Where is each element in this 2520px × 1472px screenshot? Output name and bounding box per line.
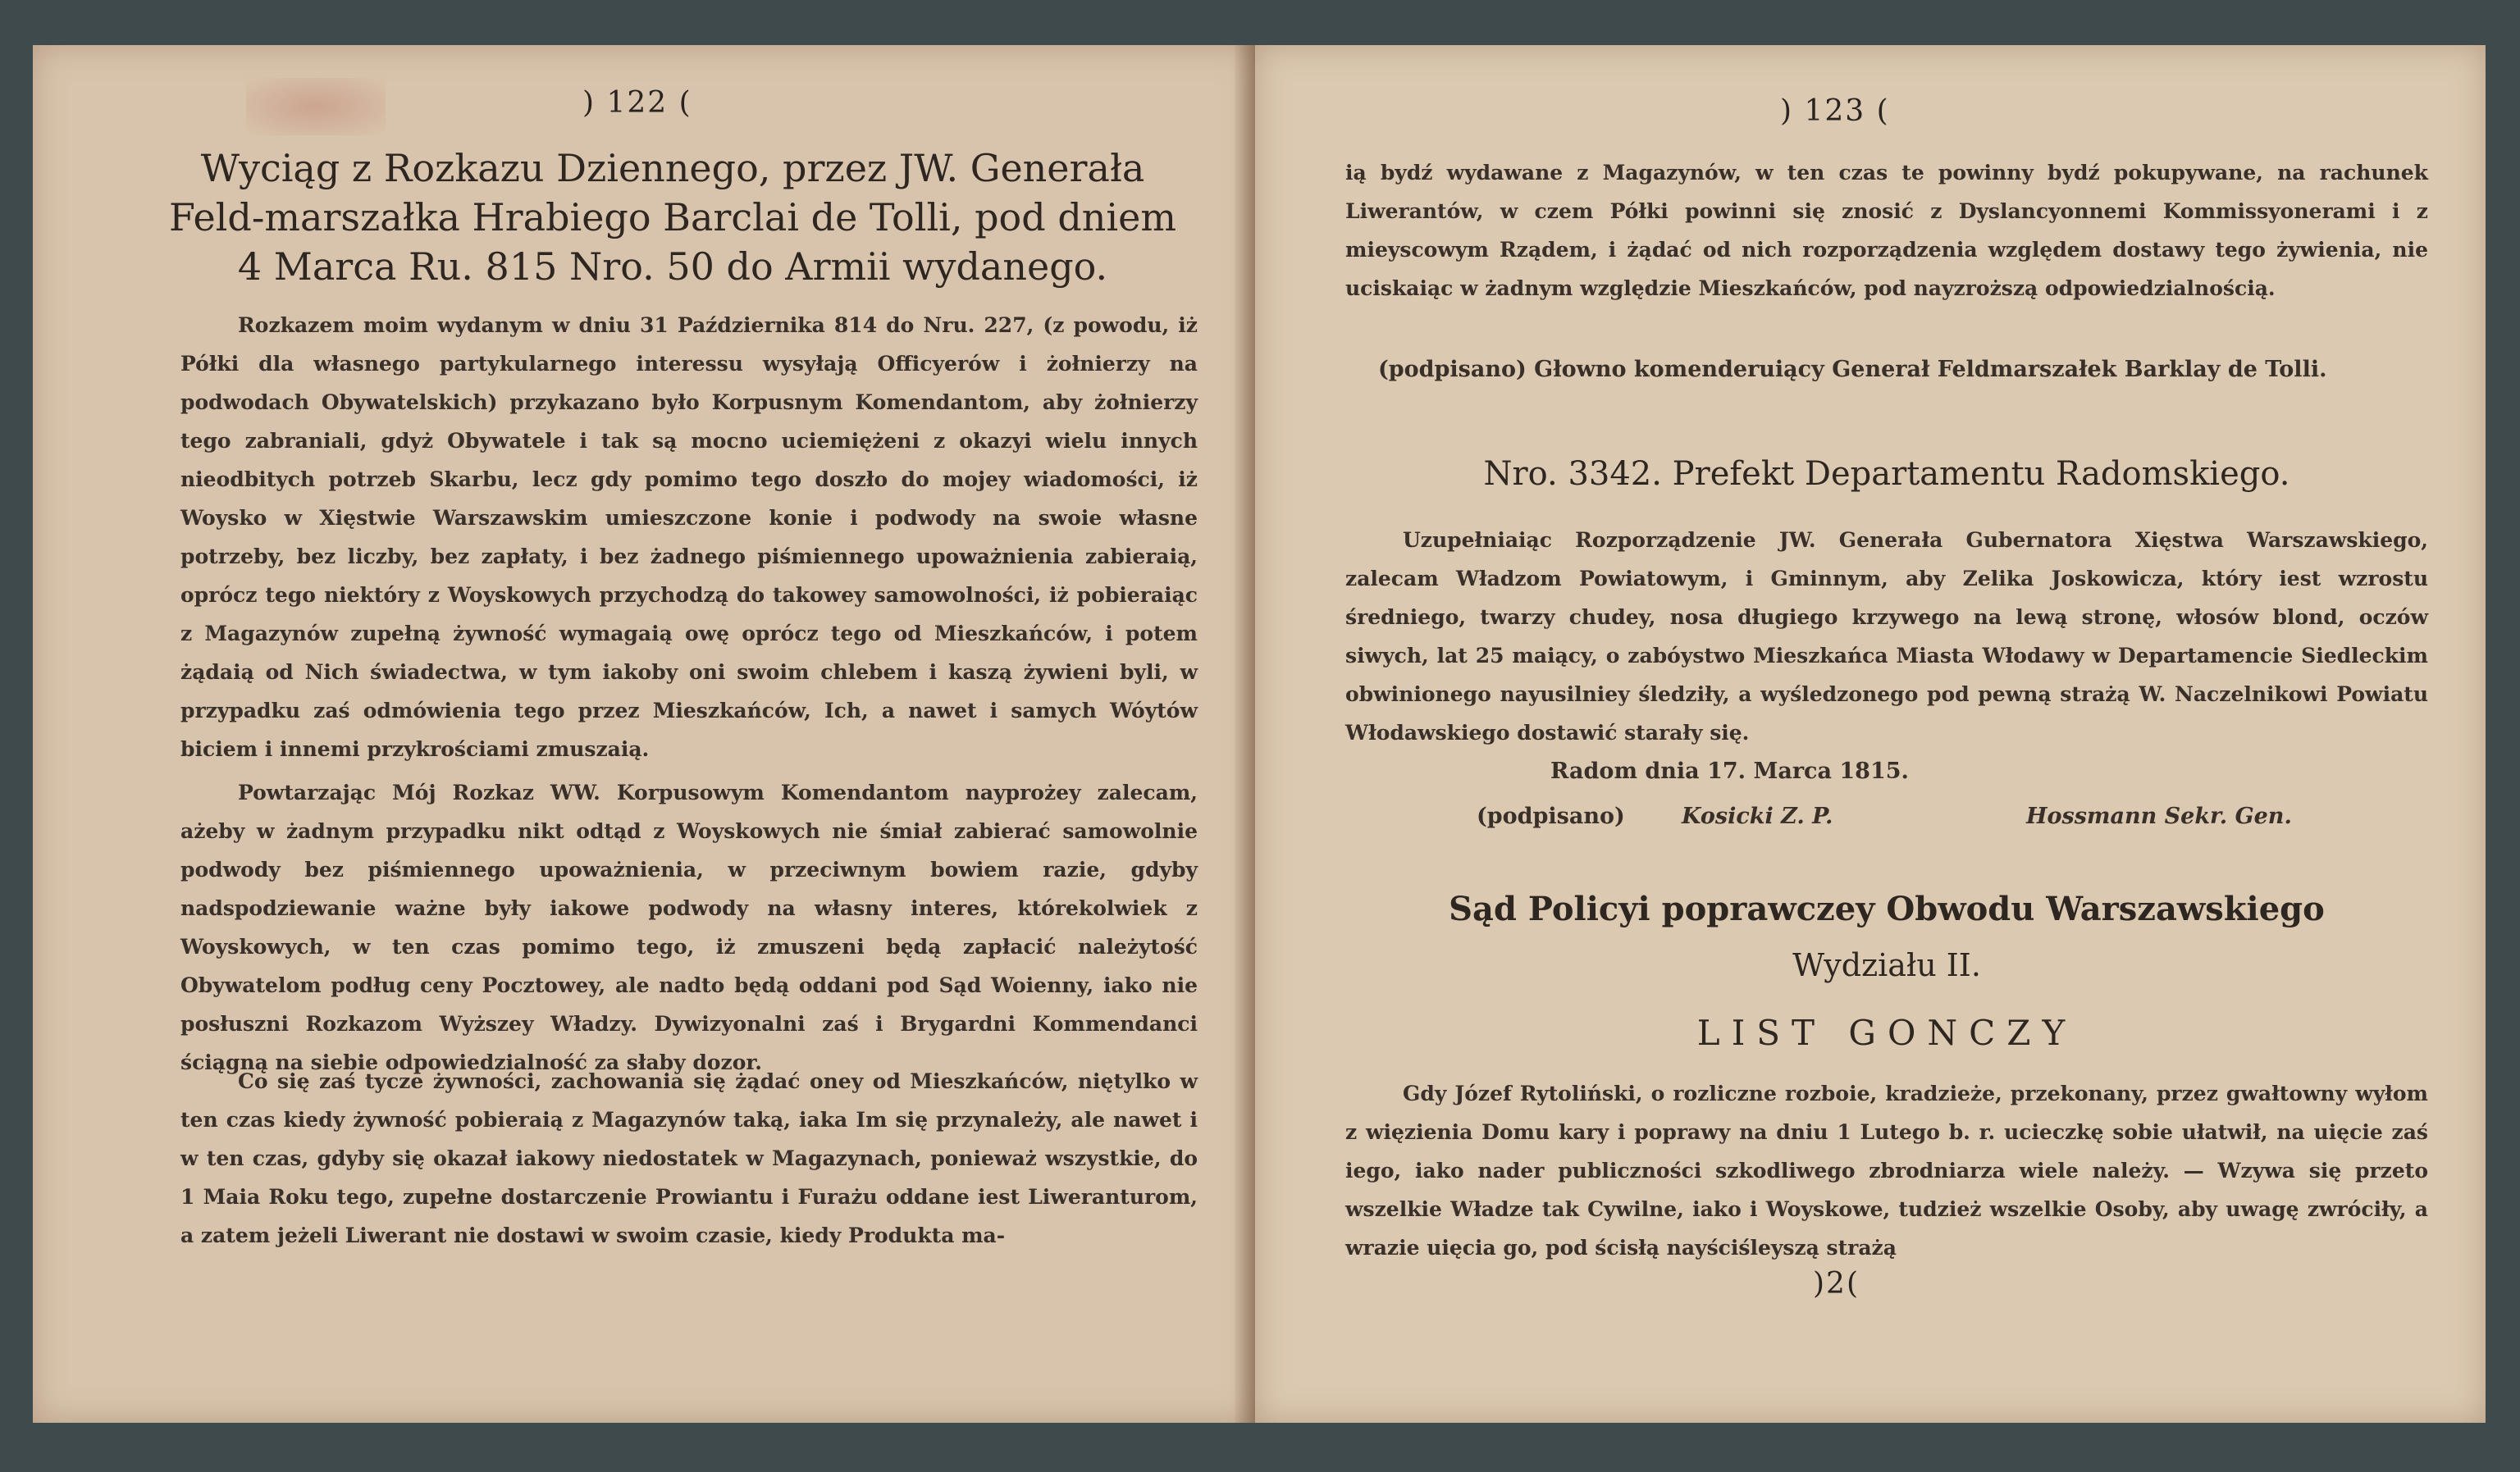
date-line: Radom dnia 17. Marca 1815. (1550, 759, 1909, 784)
paragraph-list-gonczy: Gdy Józef Rytoliński, o rozliczne rozboie, kradzieże, przekonany, przez gwałtowny wyłom z więzienia Domu kary i poprawy na dniu 1 Lutego b. r. ucieczkę sobie ułatwił, na uięcie zaś iego, iako nader publiczności szkodliwego zbrodniarza wiele należy. — Wzywa się przeto wszelkie Władze tak Cywilne, iako i Woyskowe, tudzież wszelkie Osoby, aby uwagę zwróciły, a wrazie uięcia go, pod ścisłą nayściśleyszą strażą (1345, 1082, 2428, 1260)
signature-kosicki: Kosicki Z. P. (1682, 804, 1833, 829)
heading-list-gonczy: LIST GONCZY (1696, 1013, 2077, 1053)
paragraph-order-intro: Rozkazem moim wydanym w dniu 31 Października 814 do Nru. 227, (z powodu, iż Półki dla własnego partykularnego interessu wysyłają Officyerów i żołnierzy na podwodach Obywatelskich) przykazano było Korpusnym Komendantom, aby żołnierzy tego zabraniali, gdyż Obywatele i tak są mocno uciemiężeni z okazyi wielu innych nieodbitych potrzeb Skarbu, lecz gdy pomimo tego doszło do mojey wiadomości, iż Woysko w Xięstwie Warszawskim umieszczone konie i podwody na swoie własne potrzeby, bez liczby, bez zapłaty, i bez żadnego piśmiennego upoważnienia zabieraią, oprócz tego niektóry z Woyskowych przychodzą do takowey samowolności, iż pobieraiąc z Magazynów zupełną żywność wymagaią owę oprócz tego od Mieszkańców, i potem żądaią od Nich świadectwa, w tym iakoby oni swoim chlebem i kaszą żywieni byli, w przypadku zaś odmówienia tego przez Mieszkańców, Ich, a nawet i samych Wóytów biciem i innemi przykrościami zmuszaią. (180, 313, 1198, 761)
signature-label: (podpisano) (1477, 804, 1625, 829)
page-number-right: ) 123 ( (1780, 94, 1890, 128)
paragraph-continuation: ią bydź wydawane z Magazynów, w ten czas te powinny bydź pokupywane, na rachunek Liwerantów, w czem Półki powinni się znosić z Dyslancyonnemi Kommissyonerami i z mieyscowym Rządem, i żądać od nich rozporządzenia względem dostawy tego żywienia, nie uciskaiąc w żadnym względzie Mieszkańców, pod nayzroższą odpowiedzialnością. (1345, 161, 2428, 300)
page-number-left: ) 122 ( (582, 86, 692, 120)
right-page (1255, 45, 2486, 1423)
catchword: )2( (1813, 1267, 1860, 1301)
paragraph-order-repeat: Powtarzając Mój Rozkaz WW. Korpusowym Komendantom nayprożey zalecam, ażeby w żadnym przypadku nikt odtąd z Woyskowych nie śmiał zabierać samowolnie podwody bez piśmiennego upoważnienia, w przeciwnym bowiem razie, gdyby nadspodziewanie ważne były iakowe podwody na własny interes, którekolwiek z Woyskowych, w ten czas pomimo tego, iż zmuszeni będą zapłacić należytość Obywatelom podług ceny Pocztowey, ale nadto będą oddani pod Sąd Woienny, iako nie posłuszni Rozkazom Wyższey Władzy. Dywizyonalni zaś i Brygardni Kommendanci ściągną na siebie odpowiedzialność za słaby dozor. (180, 781, 1198, 1074)
signature-secretary: Hossmann Sekr. Gen. (2026, 804, 2292, 829)
page-title-left: Wyciąg z Rozkazu Dziennego, przez JW. Generała Feld-marszałka Hrabiego Barclai de Tolli, pod dniem 4 Marca Ru. 815 Nro. 50 do Armii wydanego. (169, 146, 1176, 289)
paragraph-prefekt-order: Uzupełniaiąc Rozporządzenie JW. Generała Gubernatora Xięstwa Warszawskiego, zalecam Władzom Powiatowym, i Gminnym, aby Zelika Joskowicza, który iest wzrostu średniego, twarzy chudey, nosa długiego krzywego na lewą stronę, włosów blond, oczów siwych, lat 25 maiący, o zabóystwo Mieszkańca Miasta Włodawy w Departamencie Siedleckim obwinionego nayusilniey śledziły, a wyśledzonego pod pewną strażą W. Naczelnikowi Powiatu Włodawskiego dostawić starały się. (1345, 528, 2428, 745)
heading-wydzial: Wydziału II. (1792, 947, 1981, 983)
red-stain-mark (246, 78, 386, 135)
paragraph-food-supply: Co się zaś tycze żywności, zachowania się żądać oney od Mieszkańców, niętylko w ten czas kiedy żywność pobieraią z Magazynów taką, iaka Im się przynależy, ale nawet i w ten czas, gdyby się okazał iakowy niedostatek w Magazynach, ponieważ wszystkie, do 1 Maia Roku tego, zupełne dostarczenie Prowiantu i Furażu oddane iest Liweranturom, a zatem jeżeli Liwerant nie dostawi w swoim czasie, kiedy Produkta ma- (180, 1069, 1198, 1247)
left-page (33, 45, 1255, 1423)
signature-barclay: (podpisano) Głowno komenderuiący Generał Feldmarszałek Barklay de Tolli. (1378, 357, 2327, 382)
heading-prefekt: Nro. 3342. Prefekt Departamentu Radomskiego. (1483, 455, 2290, 493)
heading-sad-policyi: Sąd Policyi poprawczey Obwodu Warszawskiego (1449, 890, 2325, 928)
